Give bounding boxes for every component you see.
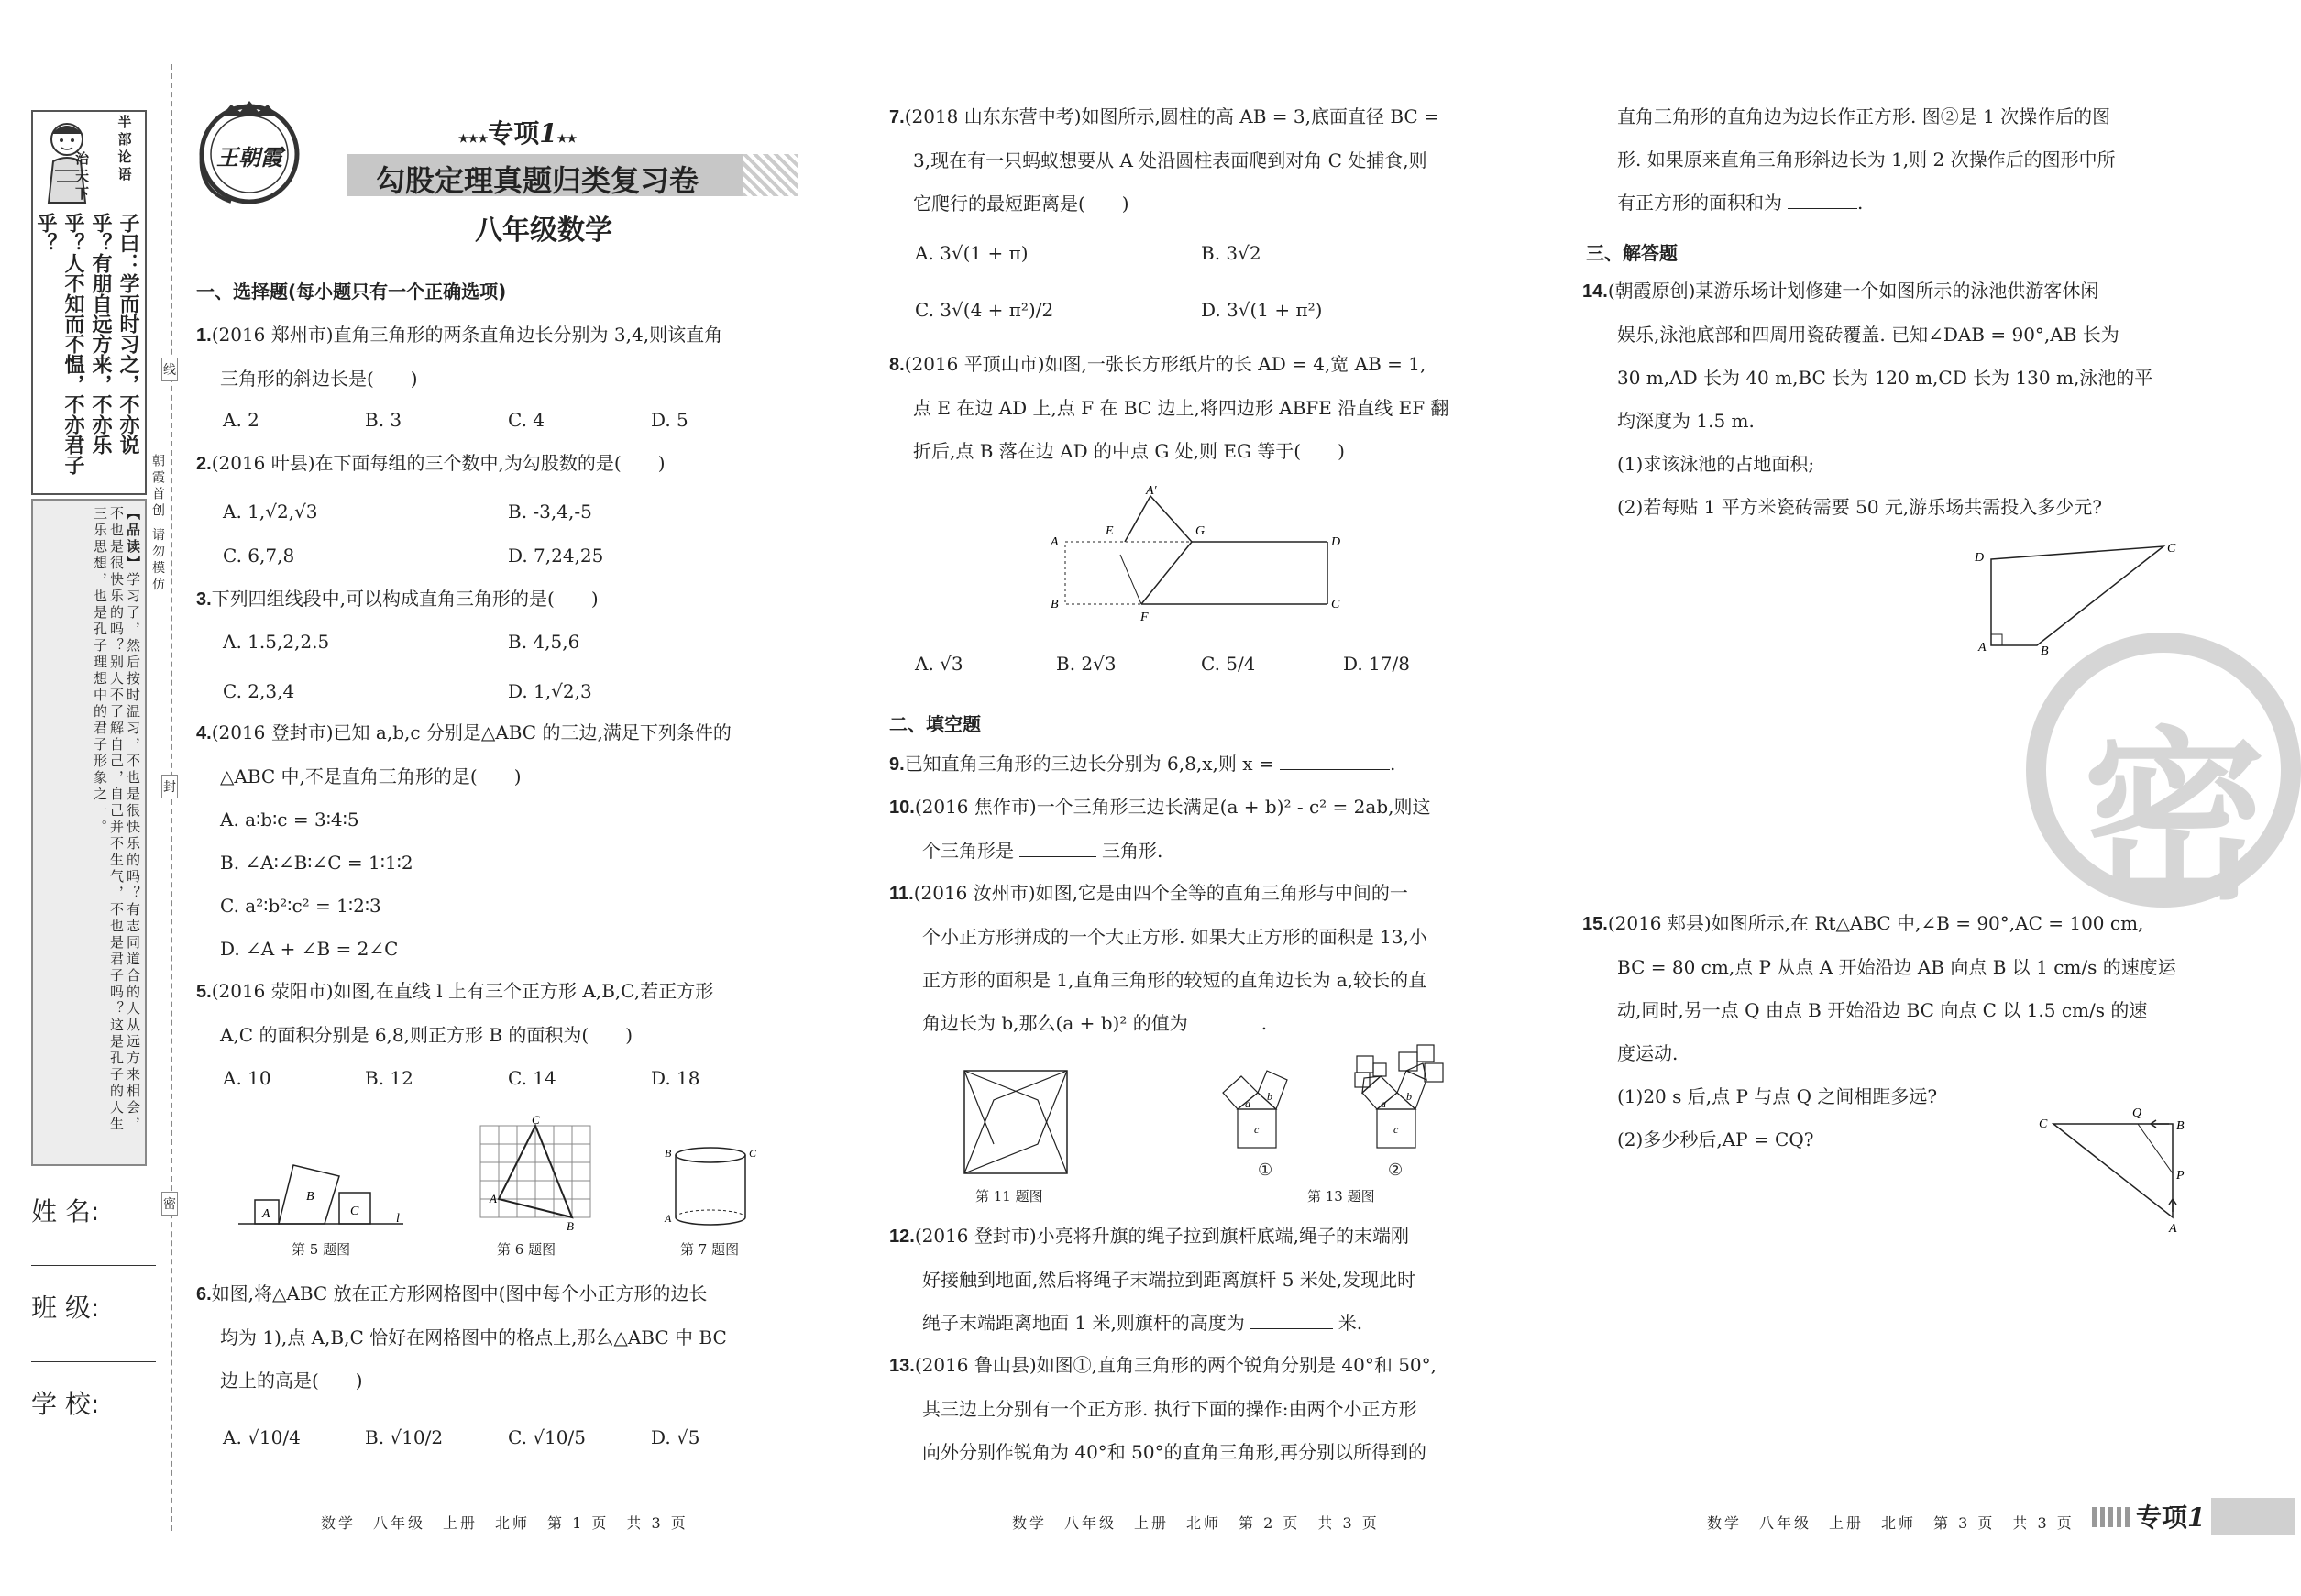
q-text: 绳子末端距离地面 1 米,则旗杆的高度为: [922, 1312, 1245, 1334]
svg-text:C: C: [532, 1113, 540, 1127]
reading-label: 【品读】: [125, 506, 141, 572]
q-text: 直角三角形的直角边为边长作正方形. 图②是 1 次操作后的图: [1617, 105, 2111, 127]
class-field[interactable]: [31, 1288, 160, 1362]
question-10: [889, 786, 1513, 873]
svg-text:E: E: [1106, 524, 1114, 538]
watermark-char: 密: [2083, 711, 2267, 925]
q-text: 折后,点 B 落在边 AD 的中点 G 处,则 EG 等于( ): [913, 440, 1345, 462]
svg-text:B: B: [567, 1219, 574, 1233]
figure-q15: [2035, 1100, 2191, 1236]
q-text: .: [1261, 1012, 1268, 1034]
banner-char: 天: [75, 168, 90, 184]
svg-text:b: b: [1267, 1090, 1272, 1103]
svg-text:A: A: [1978, 641, 1987, 655]
svg-text:B: B: [306, 1190, 314, 1204]
q-text: 已知 a,b,c 分别是△ABC 的三边,满足下列条件的: [333, 721, 732, 743]
footer-tag: [2092, 1498, 2295, 1535]
option-b[interactable]: B. 3√2: [1201, 242, 1261, 264]
answer-blank[interactable]: [1788, 191, 1857, 209]
option-b[interactable]: B. 12: [365, 1067, 413, 1089]
svg-text:B: B: [2176, 1119, 2185, 1133]
q-number: 1.: [196, 325, 212, 346]
binding-char: 密: [161, 1192, 178, 1216]
question-9: [889, 743, 1395, 787]
q-source: (2016 郏县): [1607, 912, 1712, 934]
q-text: 已知直角三角形的三边长分别为 6,8,x,则 x =: [904, 753, 1280, 775]
q-text: 如图,在直线 l 上有三个正方形 A,B,C,若正方形: [333, 980, 714, 1002]
school-field[interactable]: [31, 1384, 160, 1458]
q-text: 3,现在有一只蚂蚁想要从 A 处沿圆柱表面爬到对角 C 处捕食,则: [913, 149, 1427, 171]
q-text: BC = 80 cm,点 P 从点 A 开始沿边 AB 向点 B 以 1 cm/s 的速度运: [1617, 956, 2176, 978]
section-choice: 一、选择题(每小题只有一个正确选项): [196, 281, 507, 303]
svg-text:F: F: [1140, 611, 1149, 624]
option-b[interactable]: B. ∠A∶∠B∶∠C = 1∶1∶2: [220, 852, 413, 874]
option-b[interactable]: B. 2√3: [1056, 653, 1117, 675]
svg-text:C: C: [2167, 542, 2176, 556]
footer-tag-label: [2136, 1498, 2206, 1535]
q-text: .: [1389, 753, 1396, 775]
option-c[interactable]: C. 2,3,4: [223, 680, 295, 702]
q-text: 米.: [1338, 1312, 1363, 1334]
question-5: [196, 970, 825, 1057]
q-number: 8.: [889, 355, 905, 375]
figure-label-1: ①: [1258, 1161, 1273, 1180]
question-12: [889, 1215, 1513, 1345]
figure-q5: [238, 1160, 413, 1233]
option-d[interactable]: D. 5: [651, 409, 688, 431]
figure-label-2: ②: [1388, 1161, 1404, 1180]
svg-text:B: B: [665, 1147, 672, 1160]
svg-text:a: a: [1245, 1097, 1250, 1110]
svg-text:A: A: [1051, 535, 1059, 549]
q-text: 如图所示,圆柱的高 AB = 3,底面直径 BC =: [1081, 105, 1439, 127]
logo-text: 王朝霞: [216, 144, 282, 171]
reading-text: 学习了，然后按时温习，不也是很快乐的吗？有志同道合的人从远方来相会，不也是很快乐的吗？别人不了解自己，自己并不生气，不也是君子吗？这是孔子的人生三乐思想，也是孔子理想中的君子形象之一。: [92, 506, 141, 1133]
q-text: 如图所示,在 Rt△ABC 中,∠B = 90°,AC = 100 cm,: [1711, 912, 2144, 934]
q-text: .: [1857, 192, 1864, 214]
option-c[interactable]: C. 3√(4 + π²)/2: [915, 299, 1054, 321]
q-text: 下列四组线段中,可以构成直角三角形的是( ): [211, 588, 599, 610]
option-a[interactable]: A. 10: [223, 1067, 271, 1089]
q-subquestion: (1)求该泳池的占地面积;: [1617, 453, 1815, 475]
footer-tag-hatch: [2092, 1507, 2130, 1527]
svg-text:C: C: [1331, 598, 1340, 611]
q-text: 三角形的斜边长是( ): [220, 368, 418, 390]
section-answer: 三、解答题: [1586, 242, 1678, 264]
q-text: 形. 如果原来直角三角形斜边长为 1,则 2 次操作后的图形中所: [1617, 149, 2116, 171]
series-num: 1: [539, 118, 557, 149]
banner-char: 治: [75, 150, 90, 167]
footer-tag-bar: [2211, 1498, 2295, 1535]
question-1: [196, 314, 825, 401]
sidebar-reading: [39, 506, 141, 1148]
option-a[interactable]: A. √3: [915, 653, 963, 675]
q-text: 如图,一张长方形纸片的长 AD = 4,宽 AB = 1,: [1044, 353, 1426, 375]
answer-blank[interactable]: [1192, 1011, 1261, 1029]
option-d[interactable]: D. 7,24,25: [508, 545, 604, 567]
banner-char: 半: [117, 114, 132, 130]
q-text: 如图①,直角三角形的两个锐角分别是 40°和 50°,: [1036, 1354, 1437, 1376]
q-source: (2016 郑州市): [211, 324, 334, 346]
q-source: (2016 鲁山县): [914, 1354, 1037, 1376]
q-text: △ABC 中,不是直角三角形的是( ): [220, 765, 522, 787]
svg-text:b: b: [1406, 1090, 1412, 1103]
tag-num: 1: [2187, 1502, 2206, 1533]
q-text: 30 m,AD 长为 40 m,BC 长为 120 m,CD 长为 130 m,泳池的平: [1617, 367, 2153, 389]
binding-char: 线: [161, 358, 178, 381]
answer-blank[interactable]: [1280, 752, 1390, 770]
svg-text:Q: Q: [2132, 1106, 2142, 1120]
question-14: [1582, 270, 2206, 529]
q-text: 有正方形的面积和为: [1617, 192, 1782, 214]
figure-q11: [963, 1069, 1073, 1179]
q-text: 如图,它是由四个全等的直角三角形与中间的一: [1035, 882, 1408, 904]
figure-q8: [1045, 481, 1348, 628]
option-b[interactable]: B. -3,4,-5: [508, 501, 592, 523]
question-11: [889, 872, 1513, 1045]
question-7: [889, 95, 1513, 226]
banner-char: 语: [117, 166, 132, 182]
option-c[interactable]: C. a²∶b²∶c² = 1∶2∶3: [220, 895, 381, 917]
q-text: 其三边上分别有一个正方形. 执行下面的操作:由两个小正方形: [922, 1398, 1417, 1420]
option-a[interactable]: A. √10/4: [223, 1426, 301, 1448]
q-number: 3.: [196, 589, 212, 610]
svg-text:B: B: [2041, 644, 2049, 658]
banner-char: 部: [117, 131, 132, 148]
svg-text:G: G: [1195, 524, 1206, 538]
svg-text:P: P: [2176, 1169, 2185, 1183]
q-source: (2016 叶县): [211, 452, 315, 474]
answer-blank[interactable]: [1019, 839, 1096, 857]
logo: [194, 99, 304, 209]
sidebar: [31, 110, 147, 1164]
figure-caption: 第 6 题图: [497, 1241, 556, 1258]
series-badge: [458, 114, 577, 150]
section-fill: 二、填空题: [889, 713, 981, 735]
q-number: 13.: [889, 1356, 915, 1376]
option-d[interactable]: D. 17/8: [1343, 653, 1410, 675]
svg-text:A: A: [2169, 1222, 2177, 1236]
name-label: 姓 名:: [31, 1196, 100, 1227]
name-field[interactable]: [31, 1192, 160, 1266]
q-number: 5.: [196, 982, 212, 1002]
q-text: 均深度为 1.5 m.: [1617, 410, 1755, 432]
figure-caption: 第 13 题图: [1307, 1188, 1375, 1205]
q-text: 向外分别作锐角为 40°和 50°的直角三角形,再分别以所得到的: [922, 1441, 1426, 1463]
q-source: (2016 荥阳市): [211, 980, 334, 1002]
question-4: [196, 711, 825, 971]
school-label: 学 校:: [31, 1389, 100, 1419]
q-source: (2016 登封市): [914, 1225, 1037, 1247]
svg-text:c: c: [1393, 1123, 1399, 1136]
svg-text:D: D: [1975, 551, 1985, 565]
q-number: 9.: [889, 754, 905, 775]
q-text: 它爬行的最短距离是( ): [913, 193, 1129, 215]
q-text: 好接触到地面,然后将绳子末端拉到距离旗杆 5 米处,发现此时: [922, 1269, 1416, 1291]
page-footer-1: 数学 八年级 上册 北师 第 1 页 共 3 页: [321, 1514, 688, 1532]
page-subtitle: 八年级数学: [475, 215, 612, 247]
q-text: 点 E 在边 AD 上,点 F 在 BC 边上,将四边形 ABFE 沿直线 EF 翻: [913, 397, 1449, 419]
option-d[interactable]: D. √5: [651, 1426, 700, 1448]
option-a[interactable]: A. 1,√2,√3: [223, 501, 318, 523]
q-text: 小亮将升旗的绳子拉到旗杆底端,绳子的末端刚: [1036, 1225, 1410, 1247]
confucius-icon: [35, 116, 99, 207]
option-c[interactable]: C. 4: [508, 409, 545, 431]
svg-text:D: D: [1331, 535, 1341, 549]
q-text: 一个三角形三边长满足(a + b)² - c² = 2ab,则这: [1036, 796, 1431, 818]
option-a[interactable]: A. 3√(1 + π): [915, 242, 1029, 264]
q-number: 6.: [196, 1284, 212, 1304]
svg-text:A: A: [262, 1207, 270, 1221]
option-a[interactable]: A. 1.5,2,2.5: [223, 631, 330, 653]
svg-text:A′: A′: [1146, 484, 1157, 498]
q-text: 如图,将△ABC 放在正方形网格图中(图中每个小正方形的边长: [211, 1282, 708, 1304]
q-subquestion: (2)若每贴 1 平方米瓷砖需要 50 元,游乐场共需投入多少元?: [1617, 496, 2103, 518]
option-b[interactable]: B. 3: [365, 409, 402, 431]
q-source: (2016 焦作市): [914, 796, 1037, 818]
question-13: [889, 1344, 1513, 1474]
q-number: 11.: [889, 884, 914, 904]
watermark-seal: [2026, 633, 2301, 925]
title-bar-hatch: [743, 154, 798, 196]
option-a[interactable]: A. 2: [223, 409, 259, 431]
q-number: 2.: [196, 454, 212, 474]
option-d[interactable]: D. ∠A + ∠B = 2∠C: [220, 938, 399, 960]
page-title: 勾股定理真题归类复习卷: [376, 163, 699, 198]
q-number: 15.: [1582, 914, 1608, 934]
question-13-cont: [1617, 95, 2240, 225]
question-6: [196, 1272, 825, 1403]
svg-text:a: a: [1381, 1097, 1386, 1110]
q-subquestion: (2)多少秒后,AP = CQ?: [1617, 1128, 1814, 1150]
binding-notice: 朝霞首创 请勿模仿: [150, 454, 165, 594]
answer-blank[interactable]: [1250, 1311, 1333, 1329]
option-d[interactable]: D. 3√(1 + π²): [1201, 299, 1323, 321]
option-c[interactable]: C. 5/4: [1201, 653, 1256, 675]
q-text: A,C 的面积分别是 6,8,则正方形 B 的面积为( ): [220, 1024, 633, 1046]
figure-caption: 第 5 题图: [292, 1241, 351, 1258]
q-text: 角边长为 b,那么(a + b)² 的值为: [922, 1012, 1188, 1034]
figure-caption: 第 7 题图: [680, 1241, 740, 1258]
svg-text:C: C: [350, 1205, 359, 1218]
q-number: 4.: [196, 723, 212, 743]
q-text: 某游乐场计划修建一个如图所示的泳池供游客休闲: [1695, 280, 2099, 302]
option-b[interactable]: B. 4,5,6: [508, 631, 580, 653]
q-text: 娱乐,泳池底部和四周用瓷砖覆盖. 已知∠DAB = 90°,AB 长为: [1617, 324, 2119, 346]
name-line: [31, 1265, 156, 1266]
star-icon: ★★★: [458, 132, 489, 145]
q-source: (2016 汝州市): [913, 882, 1036, 904]
q-text: 均为 1),点 A,B,C 恰好在网格图中的格点上,那么△ABC 中 BC: [220, 1326, 727, 1348]
q-number: 10.: [889, 798, 915, 818]
option-c[interactable]: C. √10/5: [508, 1426, 586, 1448]
class-label: 班 级:: [31, 1293, 100, 1323]
svg-text:A: A: [490, 1192, 497, 1205]
q-number: 14.: [1582, 281, 1608, 302]
star-icon: ★★: [556, 132, 578, 145]
sidebar-banner: [75, 114, 143, 202]
svg-text:C: C: [749, 1147, 757, 1160]
q-text: 三角形.: [1102, 840, 1163, 862]
figure-q7: [660, 1144, 761, 1236]
svg-text:c: c: [1254, 1123, 1260, 1136]
option-d[interactable]: D. 1,√2,3: [508, 680, 592, 702]
q-text: 个小正方形拼成的一个大正方形. 如果大正方形的面积是 13,小: [922, 926, 1427, 948]
option-a[interactable]: A. a∶b∶c = 3∶4∶5: [220, 809, 359, 831]
banner-char: 下: [75, 185, 90, 202]
q-source: (2016 登封市): [211, 721, 334, 743]
page-footer-3: 数学 八年级 上册 北师 第 3 页 共 3 页: [1707, 1514, 2075, 1532]
q-text: 正方形的面积是 1,直角三角形的较短的直角边长为 a,较长的直: [922, 969, 1427, 991]
q-text: 在下面每组的三个数中,为勾股数的是( ): [314, 452, 666, 474]
banner-char: 论: [117, 149, 132, 165]
svg-text:A: A: [665, 1212, 672, 1225]
page-footer-2: 数学 八年级 上册 北师 第 2 页 共 3 页: [1012, 1514, 1380, 1532]
svg-text:B: B: [1051, 598, 1059, 611]
q-number: 12.: [889, 1227, 915, 1247]
q-subquestion: (1)20 s 后,点 P 与点 Q 之间相距多远?: [1617, 1085, 1938, 1107]
question-8: [889, 343, 1513, 473]
q-source: (朝霞原创): [1607, 280, 1696, 302]
tag-text: 专项: [2136, 1502, 2188, 1533]
series-label: 专项: [488, 118, 540, 149]
q-text: 度运动.: [1617, 1042, 1679, 1064]
svg-text:l: l: [396, 1212, 400, 1226]
option-c[interactable]: C. 6,7,8: [223, 545, 295, 567]
option-c[interactable]: C. 14: [508, 1067, 556, 1089]
option-b[interactable]: B. √10/2: [365, 1426, 444, 1448]
question-2: [196, 442, 666, 486]
q-number: 7.: [889, 107, 905, 127]
q-text: 边上的高是( ): [220, 1370, 363, 1392]
q-source: (2016 平顶山市): [904, 353, 1045, 375]
binding-char: 封: [161, 775, 178, 798]
svg-text:C: C: [2039, 1117, 2048, 1131]
q-text: 动,同时,另一点 Q 由点 B 开始沿边 BC 向点 C 以 1.5 cm/s 的速: [1617, 999, 2148, 1021]
q-text: 个三角形是: [922, 840, 1014, 862]
q-text: 直角三角形的两条直角边长分别为 3,4,则该直角: [333, 324, 723, 346]
option-d[interactable]: D. 18: [651, 1067, 700, 1089]
figure-caption: 第 11 题图: [975, 1188, 1043, 1205]
class-line: [31, 1361, 156, 1362]
figure-q13: [1219, 1036, 1476, 1164]
question-3: [196, 578, 599, 622]
q-source: (2018 山东东营中考): [904, 105, 1082, 127]
sidebar-quote: 子曰：学而时习之，不亦说乎？有朋自远方来，不亦乐乎？人不知而不愠，不亦君子乎？: [34, 213, 139, 475]
figure-q6: [477, 1113, 596, 1233]
